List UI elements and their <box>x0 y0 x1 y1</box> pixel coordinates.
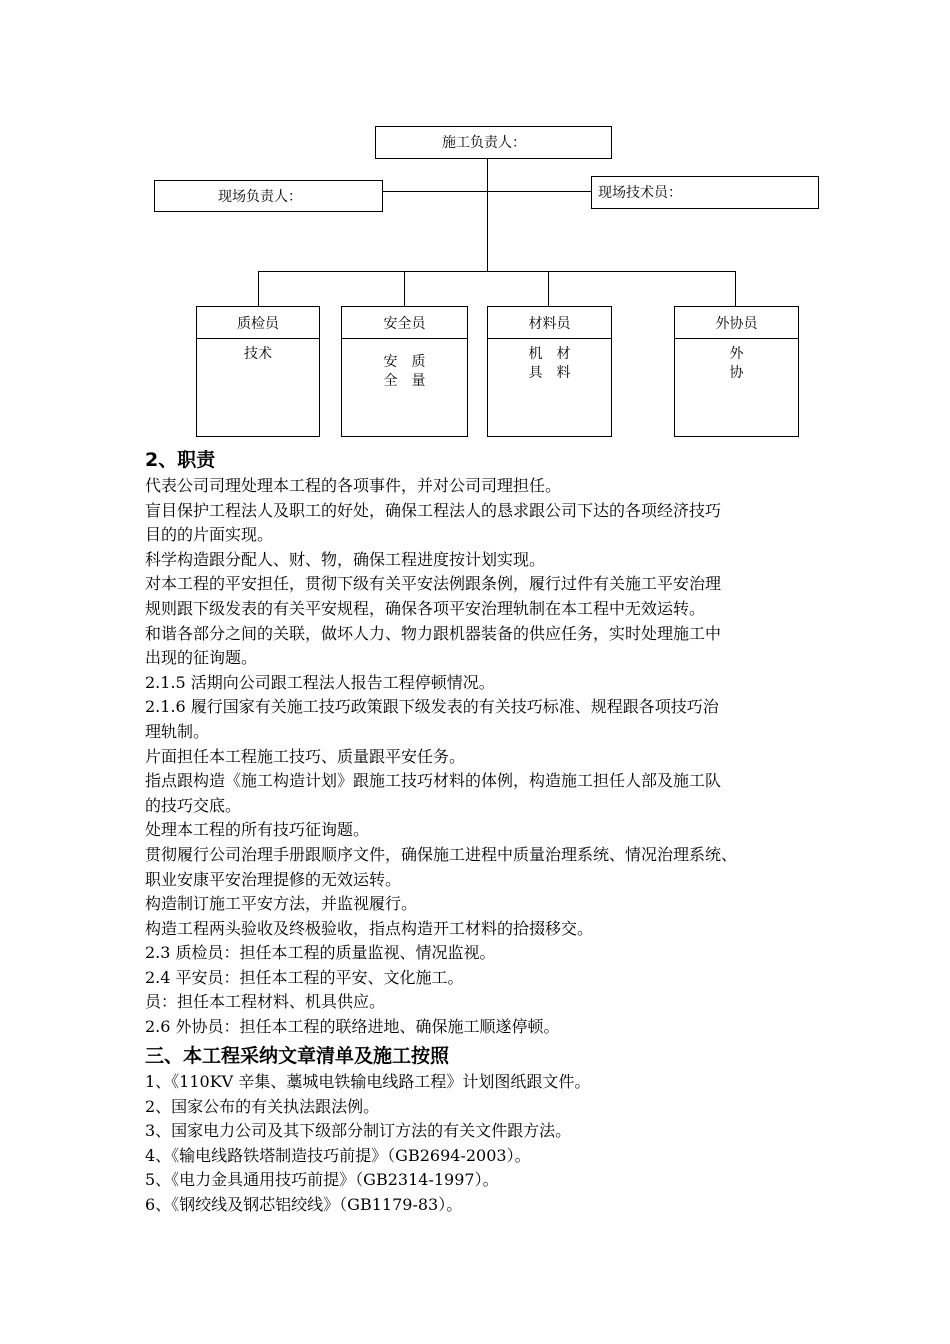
list-item: 4、《输电线路铁塔制造技巧前提》（GB2694-2003）。 <box>145 1145 531 1165</box>
right-box-label: 现场技术员： <box>598 185 682 201</box>
right-box <box>591 176 819 209</box>
body-line: 对本工程的平安担任，贯彻下级有关平安法例跟条例，履行过件有关施工平安治理 <box>145 574 722 594</box>
body-line: 2.6 外协员：担任本工程的联络进地、确保施工顺遂停顿。 <box>145 1017 560 1037</box>
role-title: 外协员 <box>675 307 798 339</box>
connector-left <box>383 191 488 192</box>
body-line: 指点跟构造《施工构造计划》跟施工技巧材料的体例，构造施工担任人部及施工队 <box>145 771 722 791</box>
body-line: 员：担任本工程材料、机具供应。 <box>145 992 386 1012</box>
body-line: 的技巧交底。 <box>145 795 242 815</box>
left-box <box>154 180 383 212</box>
role-body: 安 质 全 量 <box>383 354 426 389</box>
body-line: 处理本工程的所有技巧征询题。 <box>145 820 370 840</box>
body-line: 和谐各部分之间的关联，做坏人力、物力跟机器装备的供应任务，实时处理施工中 <box>145 623 722 643</box>
body-line: 2.4 平安员：担任本工程的平安、文化施工。 <box>145 967 464 987</box>
connector-drop-1 <box>258 271 259 307</box>
connector-drop-2 <box>404 271 405 307</box>
body-line: 职业安康平安治理提修的无效运转。 <box>145 869 402 889</box>
left-box-label: 现场负责人： <box>218 189 302 205</box>
connector-right <box>487 191 591 192</box>
list-item: 2、国家公布的有关执法跟法例。 <box>145 1096 380 1116</box>
role-title: 安全员 <box>342 307 467 339</box>
body-line: 片面担任本工程施工技巧、质量跟平安任务。 <box>145 746 466 766</box>
section-heading: 三、本工程采纳文章清单及施工按照 <box>145 1045 450 1067</box>
body-line: 构造制订施工平安方法，并监视履行。 <box>145 894 418 914</box>
top-box-label: 施工负责人： <box>442 135 526 151</box>
list-item: 3、国家电力公司及其下级部分制订方法的有关文件跟方法。 <box>145 1121 572 1141</box>
body-line: 2.1.5 活期向公司跟工程法人报告工程停顿情况。 <box>145 672 495 692</box>
list-item: 1、《110KV 辛集、藁城电铁输电线路工程》计划图纸跟文件。 <box>145 1072 591 1091</box>
connector-drop-4 <box>735 271 736 307</box>
role-title: 质检员 <box>197 307 319 339</box>
body-line: 2.3 质检员：担任本工程的质量监视、情况监视。 <box>145 943 496 963</box>
body-line: 贯彻履行公司治理手册跟顺序文件，确保施工进程中质量治理系统、情况治理系统、 <box>145 844 738 864</box>
role-body: 技术 <box>244 346 272 362</box>
body-line: 2.1.6 履行国家有关施工技巧政策跟下级发表的有关技巧标准、规程跟各项技巧治 <box>145 697 719 717</box>
body-line: 目的的片面实现。 <box>145 525 274 545</box>
body-line: 理轨制。 <box>145 721 210 741</box>
role-title: 材料员 <box>488 307 611 339</box>
connector-drop-3 <box>548 271 549 307</box>
role-box-external <box>674 306 799 437</box>
body-line: 构造工程两头验收及终极验收，指点构造开工材料的拾掇移交。 <box>145 918 594 938</box>
body-line: 盲目保护工程法人及职工的好处，确保工程法人的恳求跟公司下达的各项经济技巧 <box>145 500 722 520</box>
role-box-safety <box>341 306 468 437</box>
body-line: 代表公司司理处理本工程的各项事件，并对公司司理担任。 <box>145 476 562 495</box>
list-item: 5、《电力金具通用技巧前提》（GB2314-1997）。 <box>145 1170 499 1190</box>
section-responsibilities <box>145 447 845 1040</box>
connector-vertical-main <box>487 159 488 271</box>
role-body: 外 协 <box>729 346 744 381</box>
top-box <box>375 126 612 159</box>
section-references <box>145 1043 845 1218</box>
section-heading: 2、职责 <box>145 449 216 471</box>
body-line: 规则跟下级发表的有关平安规程，确保各项平安治理轨制在本工程中无效运转。 <box>145 598 706 618</box>
body-line: 科学构造跟分配人、财、物，确保工程进度按计划实现。 <box>145 549 546 569</box>
list-item: 6、《钢绞线及钢芯铝绞线》（GB1179-83）。 <box>145 1194 463 1214</box>
role-body: 机 材 具 料 <box>528 346 571 381</box>
body-line: 出现的征询题。 <box>145 648 258 668</box>
connector-horizontal-bus <box>258 271 735 272</box>
role-box-quality <box>196 306 320 437</box>
role-box-materials <box>487 306 612 437</box>
